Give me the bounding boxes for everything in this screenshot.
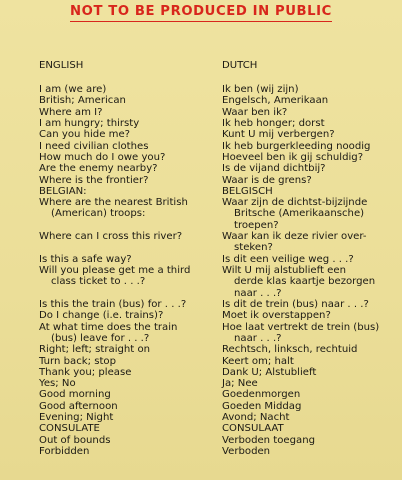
english-phrase-line: Is this the train (bus) for . . .? [39,298,187,310]
dutch-phrase-line: derde klas kaartje bezorgen [234,276,376,288]
dutch-phrase-line: Avond; Nacht [222,412,290,424]
english-phrase-line: Where is the frontier? [39,174,149,186]
english-phrase-line: Right; left; straight on [39,344,151,356]
english-phrase-line: (American) troops: [51,208,146,220]
dutch-phrase-line: Dank U; Alstublieft [222,366,317,378]
dutch-phrase-line: Is dit een veilige weg . . .? [222,253,354,265]
english-phrase-line: At what time does the train [39,321,178,333]
english-phrase-line: Out of bounds [39,434,111,446]
dutch-phrase-line: Goeden Middag [222,400,302,412]
english-phrase-line: (bus) leave for . . .? [51,332,150,344]
dutch-phrase-line: Is dit de trein (bus) naar . . .? [222,298,369,310]
english-phrase-line: Forbidden [39,446,90,457]
warning-banner [0,2,402,22]
dutch-phrase-line: Engelsch, Amerikaan [222,95,329,107]
english-phrase-line: Yes; No [39,378,76,390]
english-phrase-line: Where are the nearest British [39,197,188,209]
english-phrase-line: Is this a safe way? [39,253,132,265]
english-phrase-line: Thank you; please [39,366,132,378]
dutch-column [222,60,400,457]
dutch-phrase-line: Verboden toegang [222,434,316,446]
english-phrase-line: I am (we are) [39,84,107,95]
english-phrase-line: Evening; Night [39,412,114,424]
dutch-phrase-line: Moet ik overstappen? [222,310,331,322]
dutch-phrase-line: Hoe laat vertrekt de trein (bus) [222,321,380,333]
dutch-phrase-line: Waar ben ik? [222,106,288,118]
dutch-phrase-line: Rechtsch, linksch, rechtuid [222,344,358,356]
dutch-phrase-line: troepen? [234,219,279,231]
dutch-phrase-line: Goedenmorgen [222,389,301,401]
dutch-phrase-line: Ik ben (wij zijn) [222,84,299,95]
dutch-phrase-line: Britsche (Amerikaansche) [234,208,365,220]
english-phrase-line: Can you hide me? [39,129,131,141]
english-phrase-line: How much do I owe you? [39,151,166,163]
english-phrase-line: CONSULATE [39,423,100,435]
english-phrase-line [39,242,211,253]
dutch-phrase-line: steken? [234,242,273,254]
dutch-phrase-line: Waar is de grens? [222,174,312,186]
dutch-phrase-line: Hoeveel ben ik gij schuldig? [222,151,364,163]
english-phrase-line: Where am I? [39,106,103,118]
dutch-phrase-line: naar . . .? [234,287,282,299]
english-phrase-line: British; American [39,95,126,107]
english-phrase-line: Where can I cross this river? [39,231,183,243]
english-phrase-line: class ticket to . . .? [51,276,146,288]
dutch-phrase-line: BELGISCH [222,185,273,197]
dutch-phrase-line: Ik heb honger; dorst [222,117,325,129]
dutch-phrase-line: naar . . .? [234,332,282,344]
english-phrase-line: Turn back; stop [39,355,117,367]
dutch-phrase-line: Wilt U mij alstublieft een [222,265,346,276]
english-phrase-line [39,288,211,299]
dutch-header: DUTCH [222,60,258,71]
english-phrase-line: I am hungry; thirsty [39,117,140,129]
english-phrase-line: Are the enemy nearby? [39,163,158,175]
dutch-phrase-line: Waar zijn de dichtst-bijzijnde [222,197,368,209]
english-header: ENGLISH [39,60,84,71]
english-phrase-line: BELGIAN: [39,185,87,197]
english-phrase-line: Do I change (i.e. trains)? [39,310,164,322]
dutch-phrase-line: Waar kan ik deze rivier over- [222,231,367,243]
english-phrase-line: Good afternoon [39,400,118,412]
dutch-phrase-line: Ja; Nee [222,378,258,390]
dutch-phrase-line: Verboden [222,446,271,457]
dutch-phrase-line: Is de vijand dichtbij? [222,163,326,175]
english-phrase-line: I need civilian clothes [39,140,149,152]
dutch-phrase-line: Ik heb burgerkleeding noodig [222,140,371,152]
dutch-phrase-line: Keert om; halt [222,355,294,367]
english-phrase-line [39,220,211,231]
english-column [39,60,211,457]
warning-banner-text: NOT TO BE PRODUCED IN PUBLIC [70,2,332,22]
english-phrase-line: Good morning [39,389,111,401]
english-phrase-line: Will you please get me a third [39,265,191,276]
dutch-phrase-line: Kunt U mij verbergen? [222,129,335,141]
dutch-phrase-line: CONSULAAT [222,423,284,435]
